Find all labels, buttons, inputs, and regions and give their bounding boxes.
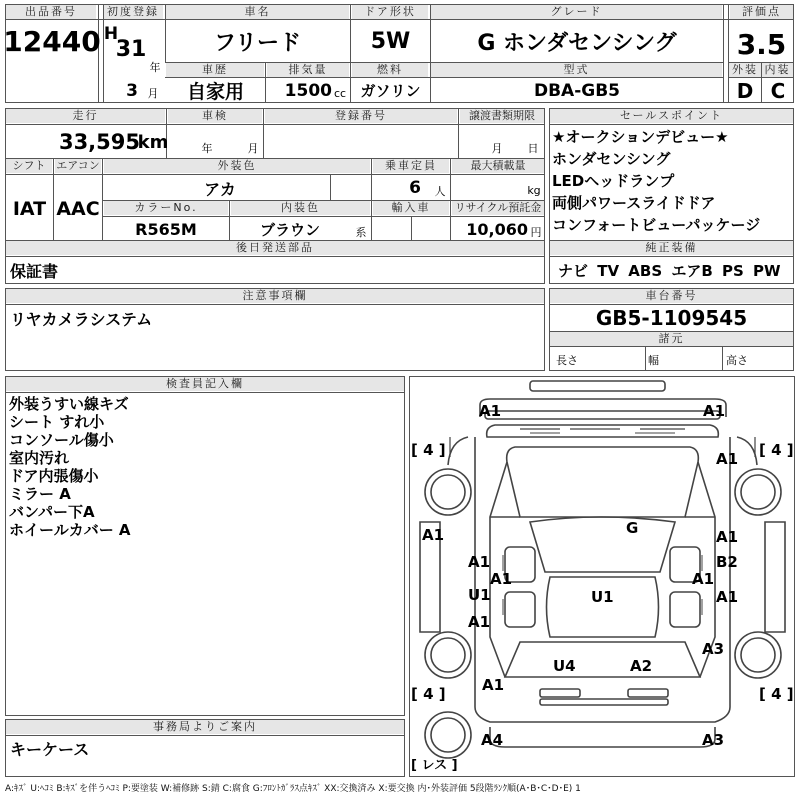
damage-front-right: A1 <box>703 402 726 420</box>
capacity: 6 <box>409 178 421 198</box>
lot-no-header: 出品番号 <box>6 5 96 19</box>
damage-seat-left: U4 <box>553 657 576 675</box>
tire-fl-depth: [ 4 ] <box>411 441 446 459</box>
sales-point-item: 両側パワースライドドア <box>552 194 716 212</box>
damage-roof: U1 <box>591 588 614 606</box>
ext-color-header: 外装色 <box>104 159 370 173</box>
mileage: 33,595 <box>58 130 140 154</box>
damage-rear-bumper-right: A3 <box>702 731 725 749</box>
exterior-grade: D <box>736 78 754 103</box>
model: DBA-GB5 <box>533 80 621 101</box>
inspector-note: コンソール傷小 <box>9 431 114 449</box>
mileage-header: 走行 <box>6 109 165 123</box>
mileage-unit: km <box>137 131 169 153</box>
load-unit: kg <box>527 184 541 197</box>
inspector-note: バンパー下A <box>9 503 95 521</box>
inspector-header: 検査員記入欄 <box>6 377 404 391</box>
equipment-header: 純正装備 <box>550 241 793 255</box>
car-outline-diagram <box>410 377 796 778</box>
capacity-unit: 人 <box>434 184 446 198</box>
recycle: 10,060 <box>466 219 528 239</box>
equipment: ナビ TV ABS エアB PS PW <box>558 261 781 280</box>
damage-glass: G <box>626 519 639 537</box>
deadline-header: 譲渡書類期限 <box>460 109 544 123</box>
grade-header: グレード <box>431 5 722 19</box>
fuel: ガソリン <box>360 82 421 100</box>
int-color-header: 内装色 <box>231 201 370 215</box>
history: 自家用 <box>186 81 244 103</box>
sales-point-item: コンフォートビューパッケージ <box>552 216 761 234</box>
spec-width: 幅 <box>648 354 659 367</box>
later-parts-header: 後日発送部品 <box>6 241 544 255</box>
shift-header: シフト <box>6 159 52 173</box>
tire-fr-depth: [ 4 ] <box>759 441 794 459</box>
damage-rear-bumper-left: A4 <box>481 731 504 749</box>
deadline-day: 日 <box>527 142 539 155</box>
sales-point-item: LEDヘッドランプ <box>552 172 675 190</box>
inspector-note: ホイールカバー A <box>9 521 131 539</box>
inspector-note: シート すれ小 <box>9 413 105 431</box>
sales-points-header: セールスポイント <box>550 109 793 123</box>
interior-header: 内装 <box>762 63 793 77</box>
door-type-header: ドア形状 <box>352 5 428 19</box>
displacement: 1500 <box>284 80 332 101</box>
inspector-note: 室内汚れ <box>9 449 70 467</box>
inspection-month: 月 <box>247 142 259 155</box>
recycle-unit: 円 <box>530 225 542 239</box>
inspector-note: ミラー A <box>9 485 71 503</box>
damage-door-l2: U1 <box>468 586 491 604</box>
reg-no-header: 登録番号 <box>265 109 457 123</box>
inspector-note: ドア内張傷小 <box>9 467 99 485</box>
reg-year-unit: 年 <box>149 61 161 74</box>
int-color-unit: 系 <box>355 225 367 239</box>
damage-front-left: A1 <box>479 402 502 420</box>
damage-door-l1b: A1 <box>490 570 513 588</box>
displacement-header: 排気量 <box>267 63 349 77</box>
reg-year: 31 <box>115 36 147 62</box>
damage-door-r2: B2 <box>716 553 738 571</box>
office-header: 事務局よりご案内 <box>6 720 404 734</box>
damage-rear-left: A1 <box>482 676 505 694</box>
specs-header: 諸元 <box>550 332 793 346</box>
era: H <box>103 24 119 44</box>
score-header: 評価点 <box>730 5 793 19</box>
spec-length: 長さ <box>556 354 578 367</box>
color-no: R565M <box>135 219 197 239</box>
ext-color: アカ <box>204 179 236 199</box>
shift: IAT <box>12 198 47 220</box>
damage-door-r1: A1 <box>716 528 739 546</box>
spare-tire: [ レス ] <box>411 758 458 773</box>
car-name-header: 車名 <box>166 5 349 19</box>
sales-point-item: ホンダセンシング <box>552 150 671 168</box>
damage-door-l1: A1 <box>468 553 491 571</box>
chassis-header: 車台番号 <box>550 289 793 303</box>
color-no-header: カラーNo. <box>104 201 228 215</box>
aircon-header: エアコン <box>56 159 100 172</box>
door-type: 5W <box>370 28 411 54</box>
chassis-number: GB5-1109545 <box>595 306 748 330</box>
sales-point-item: ★オークションデビュー★ <box>552 128 729 146</box>
damage-door-r3: A1 <box>716 588 739 606</box>
model-header: 型式 <box>431 63 722 77</box>
history-header: 車歴 <box>166 63 264 77</box>
displacement-unit: cc <box>333 86 347 100</box>
notes-header: 注意事項欄 <box>6 289 544 303</box>
notes: リヤカメラシステム <box>10 309 153 329</box>
tire-rl-depth: [ 4 ] <box>411 685 446 703</box>
damage-fender-right: A1 <box>716 450 739 468</box>
inspector-notes-list <box>9 395 399 539</box>
tire-rr-depth: [ 4 ] <box>759 685 794 703</box>
lot-number: 12440 <box>3 24 101 58</box>
damage-quarter-right: A3 <box>702 640 725 658</box>
score: 3.5 <box>736 27 787 61</box>
int-color: ブラウン <box>259 220 320 239</box>
inspector-note: 外装うすい線キズ <box>9 395 129 413</box>
reg-month-unit: 月 <box>147 87 159 100</box>
deadline-month: 月 <box>491 142 503 155</box>
office-note: キーケース <box>10 739 90 759</box>
inspection-header: 車検 <box>168 109 262 123</box>
damage-door-l3: A1 <box>468 613 491 631</box>
reg-month: 3 <box>126 81 138 101</box>
aircon: AAC <box>56 198 100 220</box>
damage-door-r1b: A1 <box>692 570 715 588</box>
import-header: 輸入車 <box>373 201 449 215</box>
fuel-header: 燃料 <box>352 63 428 77</box>
sales-points-list <box>552 128 792 234</box>
max-load-header: 最大積載量 <box>452 159 544 173</box>
first-reg-header: 初度登録 <box>103 5 163 19</box>
later-parts: 保証書 <box>10 261 59 281</box>
interior-grade: C <box>770 78 786 103</box>
damage-fender-left: A1 <box>422 526 445 544</box>
car-name: フリード <box>213 30 302 56</box>
spec-height: 高さ <box>726 354 748 367</box>
exterior-header: 外装 <box>729 63 761 77</box>
damage-legend: A:ｷｽﾞ U:ﾍｺﾐ B:ｷｽﾞを伴うﾍｺﾐ P:要塗装 W:補修跡 S:錆 C:腐食 G:ﾌﾛﾝﾄｶﾞﾗｽ点ｷｽﾞ XX:交換済み X:要交換 内･外装評価 5段階ﾗﾝｸ順(A･B･C･D･E) 1 <box>5 784 581 794</box>
recycle-header: リサイクル預託金 <box>452 201 544 215</box>
capacity-header: 乗車定員 <box>373 159 449 173</box>
damage-seat-right: A2 <box>630 657 653 675</box>
inspection-year: 年 <box>201 142 213 155</box>
damage-diagram <box>409 376 795 777</box>
grade: G ホンダセンシング <box>477 30 677 56</box>
